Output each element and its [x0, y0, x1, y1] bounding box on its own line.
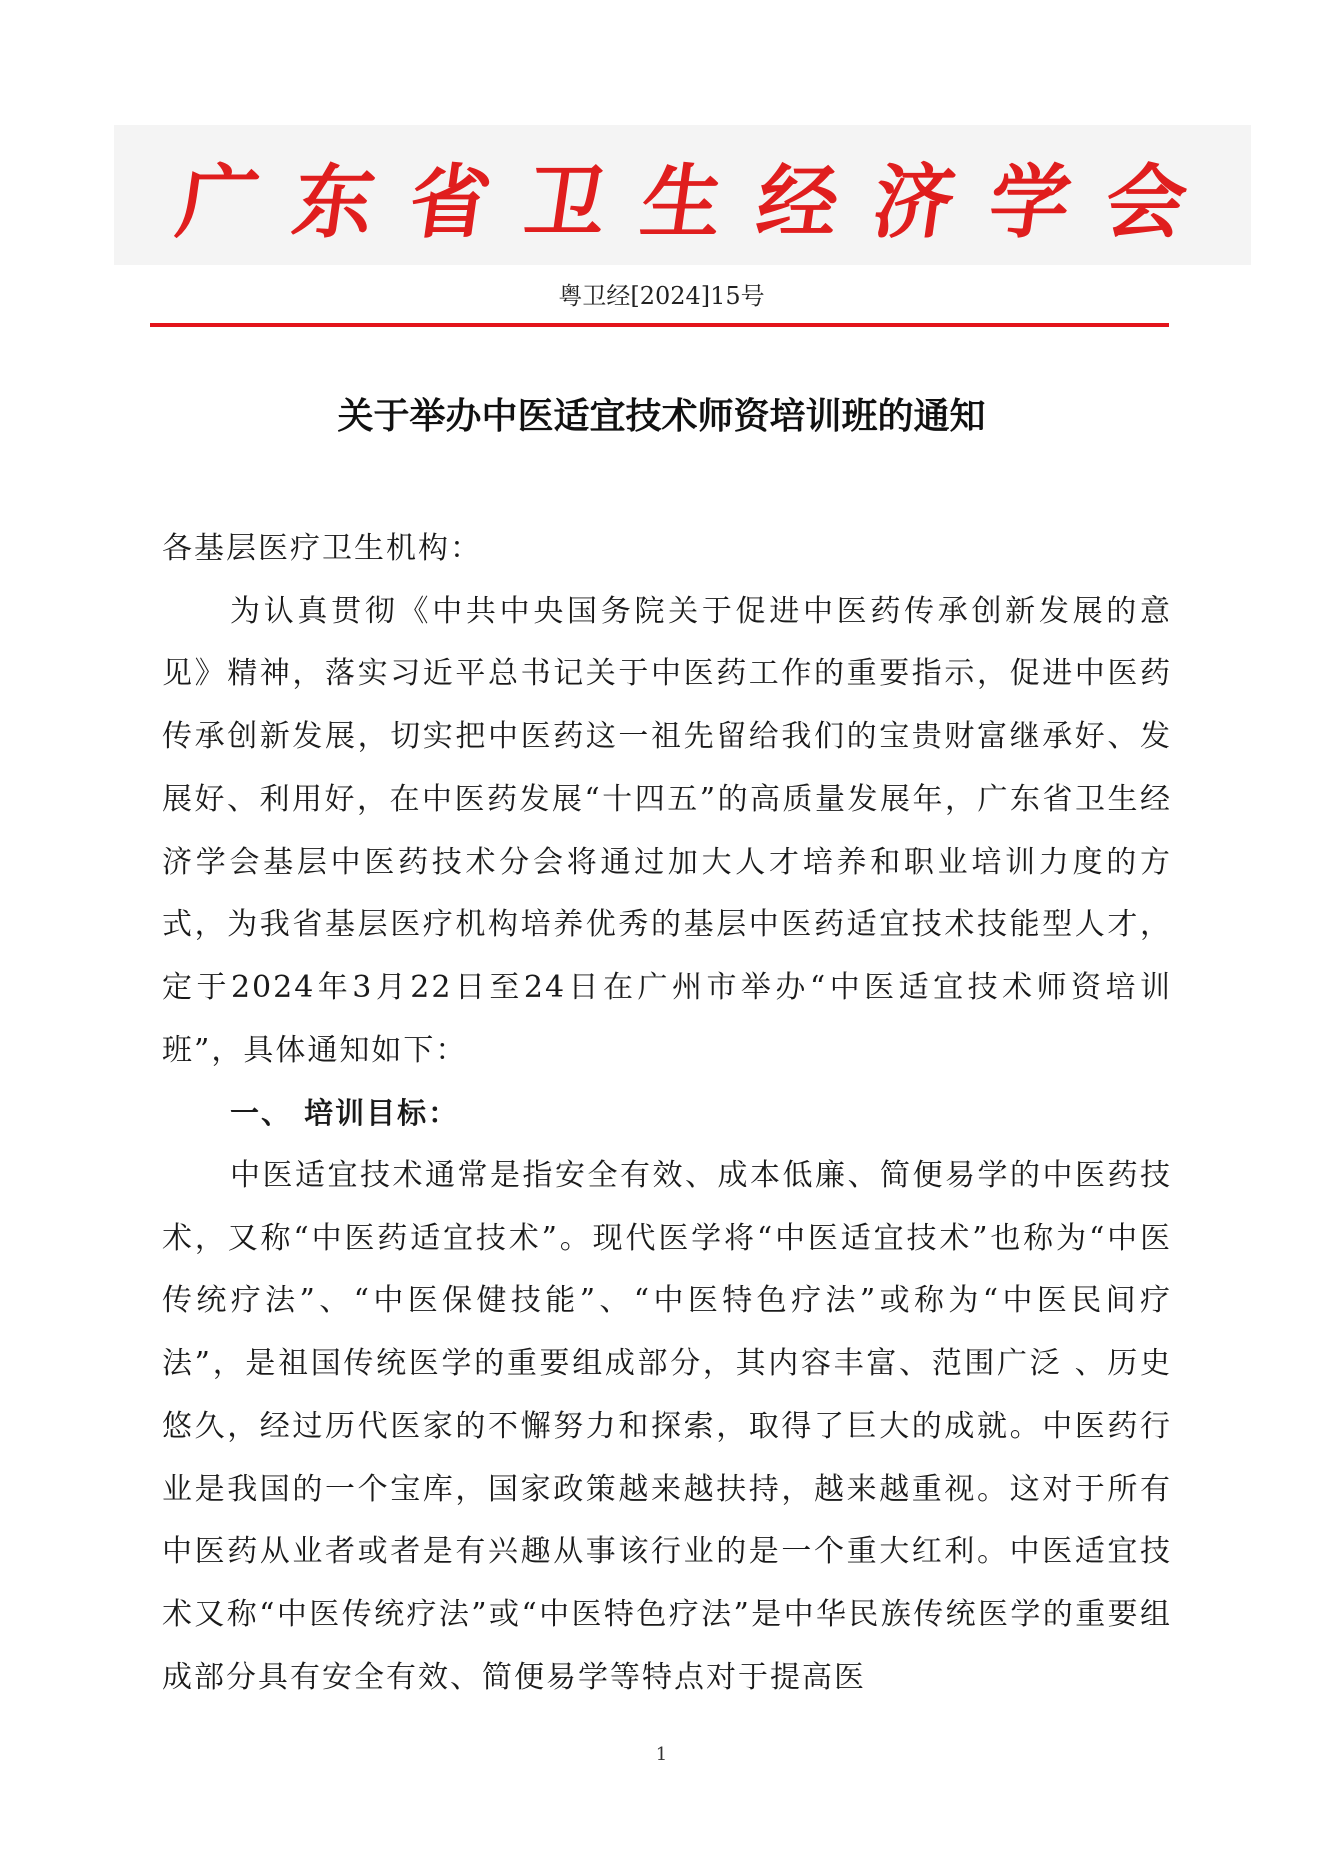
masthead-banner — [114, 125, 1251, 265]
document-body — [162, 518, 1172, 1709]
intro-paragraph: 为认真贯彻《中共中央国务院关于促进中医药传承创新发展的意见》精神，落实习近平总书记关于中医药工作的重要指示，促进中医药传承创新发展，切实把中医药这一祖先留给我们的宝贵财富继承好、发展好、利用好，在中医药发展“十四五”的高质量发展年，广东省卫生经济学会基层中医药技术分会将通过加大人才培养和职业培训力度的方式，为我省基层医疗机构培养优秀的基层中医药适宜技术技能型人才，定于2024年3月22日至24日在广州市举办“中医适宜技术师资培训班”，具体通知如下： — [162, 593, 1172, 1068]
section-paragraph-training-goals: 中医适宜技术通常是指安全有效、成本低廉、简便易学的中医药技术，又称“中医药适宜技术”。现代医学将“中医适宜技术”也称为“中医传统疗法”、“中医保健技能”、“中医特色疗法”或称为“中医民间疗法”，是祖国传统医学的重要组成部分，其内容丰富、范围广泛 、历史悠久，经过历代医家的不懈努力和探索，取得了巨大的成就。中医药行业是我国的一个宝库，国家政策越来越扶持，越来越重视。这对于所有中医药从业者或者是有兴趣从事该行业的是一个重大红利。中医适宜技术又称“中医传统疗法”或“中医特色疗法”是中华民族传统医学的重要组成部分具有安全有效、简便易学等特点对于提高医 — [162, 1158, 1172, 1695]
section-heading-training-goals: 一、 培训目标： — [230, 1096, 460, 1131]
document-title: 关于举办中医适宜技术师资培训班的通知 — [337, 396, 986, 437]
page-number: 1 — [655, 1744, 668, 1765]
salutation: 各基层医疗卫生机构： — [162, 531, 482, 566]
org-name-masthead: 广东省卫生经济学会 — [170, 154, 1229, 249]
document-number: 粤卫经[2024]15号 — [558, 282, 765, 310]
red-divider-line — [150, 323, 1169, 327]
